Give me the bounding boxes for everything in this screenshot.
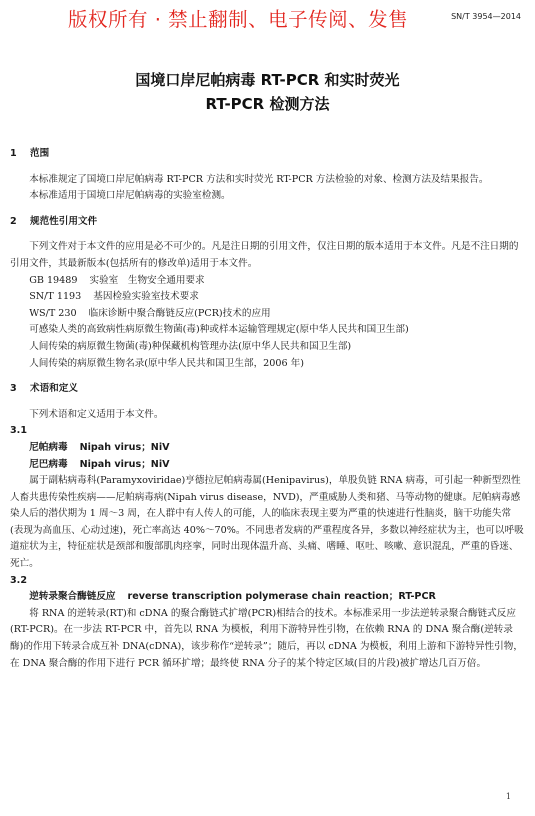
document-title [0, 68, 535, 116]
scope-paragraph-2: 本标准适用于国境口岸尼帕病毒的实验室检测。 [29, 190, 231, 202]
reference-item: SN/T 1193 基因检验实验室技术要求 [29, 291, 199, 303]
standard-code: SN/T 3954—2014 [451, 12, 521, 21]
title-line-2: RT-PCR 检测方法 [205, 95, 330, 113]
title-line-1: 国境口岸尼帕病毒 RT-PCR 和实时荧光 [135, 71, 400, 89]
term-number: 3.2 [10, 574, 27, 586]
page-number: 1 [505, 792, 511, 801]
references-intro: 下列文件对于本文件的应用是必不可少的。凡是注日期的引用文件，仅注日期的版本适用于本文件。凡是不注日期的引用文件，其最新版本(包括所有的修改单)适用于本文件。 [10, 241, 519, 269]
copyright-watermark: 版权所有 · 禁止翻制、电子传阅、发售 [68, 8, 409, 31]
section-heading-normative-references: 2 规范性引用文件 [10, 215, 98, 227]
section-heading-terms: 3 术语和定义 [10, 383, 78, 395]
term-number: 3.1 [10, 425, 27, 437]
reference-document: 可感染人类的高致病性病原微生物菌(毒)种或样本运输管理规定(原中华人民共和国卫生部) [29, 324, 409, 336]
term-name: 尼帕病毒 Nipah virus；NiV [29, 441, 170, 453]
term-name: 逆转录聚合酶链反应 reverse transcription polymerase chain reaction；RT-PCR [29, 591, 436, 603]
reference-document: 人间传染的病原微生物菌(毒)种保藏机构管理办法(原中华人民共和国卫生部) [29, 340, 352, 352]
term-alias: 尼巴病毒 Nipah virus；NiV [29, 458, 170, 470]
term-definition: 将 RNA 的逆转录(RT)和 cDNA 的聚合酶链式扩增(PCR)相结合的技术。本标准采用一步法逆转录聚合酶链式反应(RT-PCR)。在一步法 RT-PCR 中，首先以 RNA 为模板，利用下游特异性引物，在依赖 RNA 的 DNA 聚合酶(逆转录酶)的作用下转录合成互补 DNA(cDNA)，该步称作“逆转录”；随后，再以 cDNA 为模板，利用上游和下游特异性引物，在 DNA 聚合酶的作用下进行 PCR 循环扩增；最终使 RNA 分子的某个特定区域(目的片段)被扩增达几百万倍。 [10, 607, 523, 669]
terms-intro: 下列术语和定义适用于本文件。 [29, 408, 164, 420]
scope-paragraph-1: 本标准规定了国境口岸尼帕病毒 RT-PCR 方法和实时荧光 RT-PCR 方法检验的对象、检测方法及结果报告。 [29, 173, 489, 185]
document-body [10, 146, 524, 672]
reference-item: WS/T 230 临床诊断中聚合酶链反应(PCR)技术的应用 [29, 307, 271, 319]
section-heading-scope: 1 范围 [10, 148, 50, 159]
term-definition: 属于副粘病毒科(Paramyxoviridae)亨德拉尼帕病毒属(Henipavirus)，单股负链 RNA 病毒，可引起一种新型烈性人畜共患传染性疾病——尼帕病毒病(Nipah virus disease，NVD)，严重威胁人类和猪、马等动物的健康。尼帕病毒感染人后的潜伏期为 1 周～3 周，在人群中有人传人的可能，人的临床表现主要为严重的快速进行性脑炎，脑干功能失常(表现为高血压、心动过速)，死亡率高达 40%～70%。不同患者发病的严重程度各异，多数以神经症状为主，也可以呼吸道症状为主，特征症状是颈部和腹部肌肉痉挛，同时出现体温升高、头痛、嗜睡、呕吐、咳嗽、意识混乱，严重的昏迷、死亡。 [10, 475, 524, 570]
reference-item: GB 19489 实验室 生物安全通用要求 [29, 274, 205, 286]
reference-document: 人间传染的病原微生物名录(原中华人民共和国卫生部，2006 年) [29, 357, 304, 369]
